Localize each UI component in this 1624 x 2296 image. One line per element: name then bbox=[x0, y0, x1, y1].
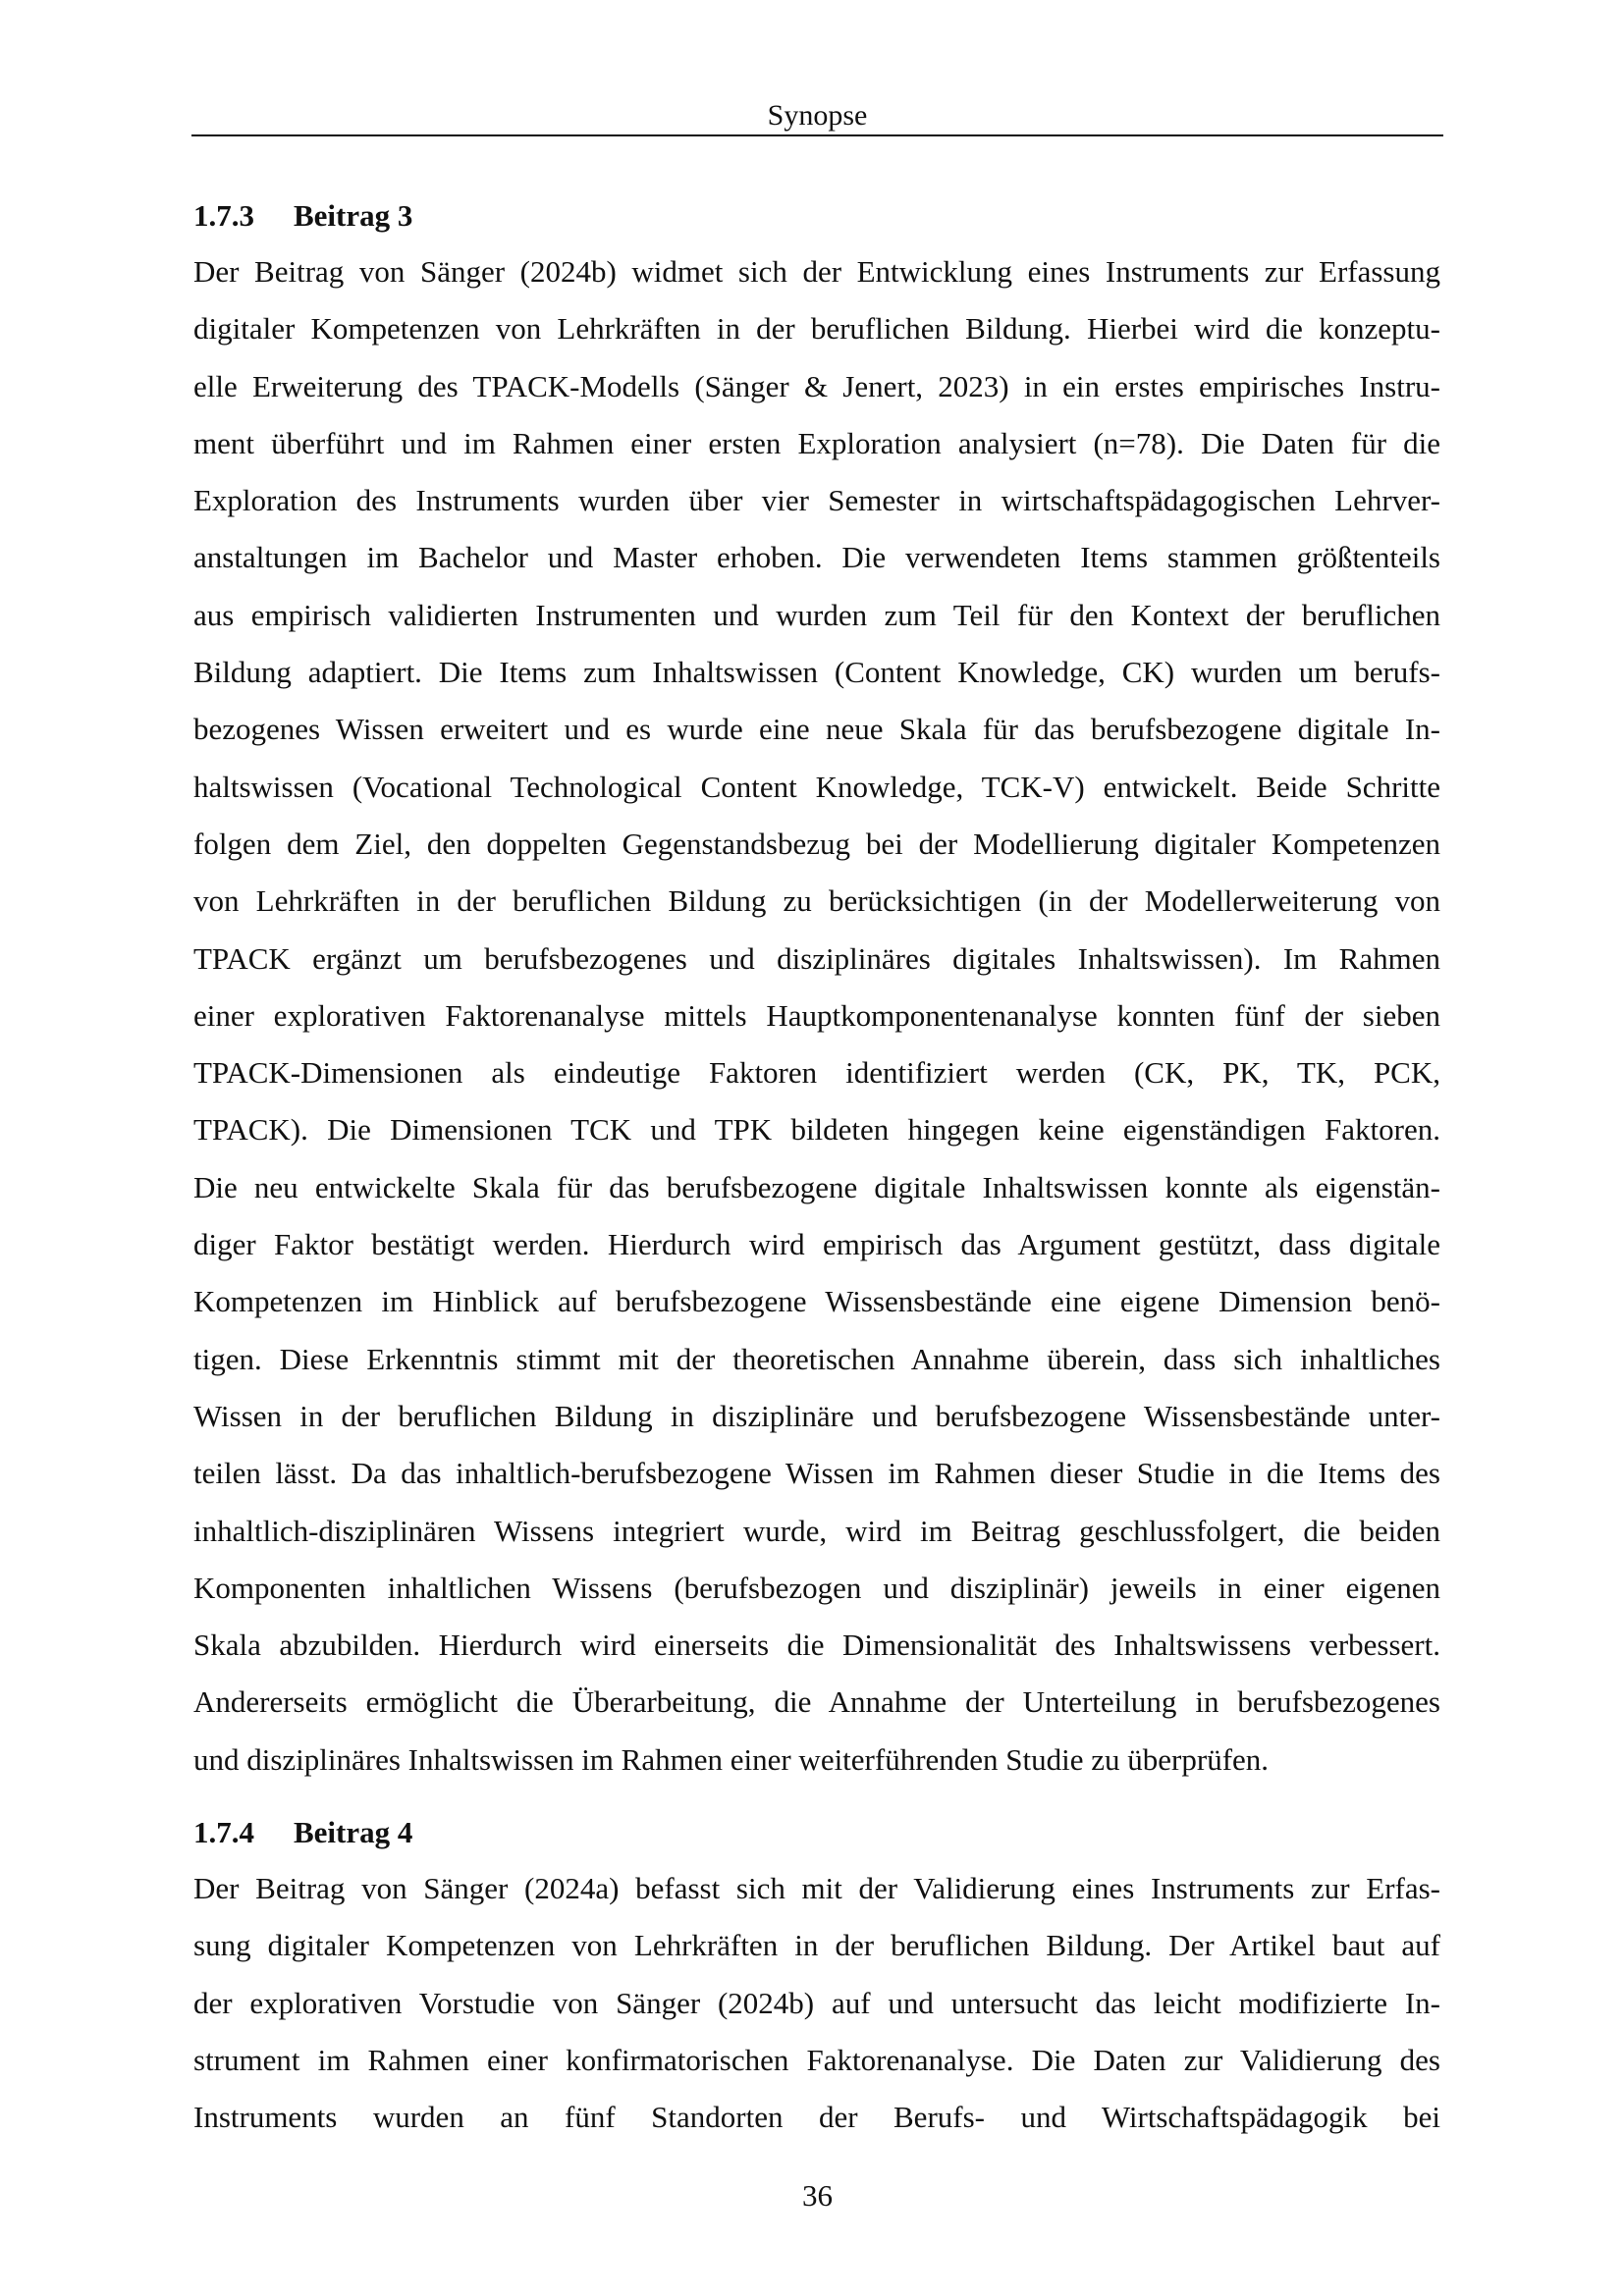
text-line: TPACK). Die Dimensionen TCK und TPK bildeten hingegen keine eigenständigen Faktoren. bbox=[193, 1112, 1440, 1148]
text-line: diger Faktor bestätigt werden. Hierdurch wird empirisch das Argument gestützt, dass digitale bbox=[193, 1227, 1440, 1262]
section-paragraph-beitrag-3 bbox=[193, 243, 1440, 1789]
text-line: Instruments wurden an fünf Standorten der Berufs- und Wirtschaftspädagogik bei bbox=[193, 2100, 1440, 2135]
text-line: Der Beitrag von Sänger (2024b) widmet sich der Entwicklung eines Instruments zur Erfassung bbox=[193, 254, 1440, 289]
text-line: sung digitaler Kompetenzen von Lehrkräften in der beruflichen Bildung. Der Artikel baut auf bbox=[193, 1928, 1440, 1963]
text-line: strument im Rahmen einer konfirmatorischen Faktorenanalyse. Die Daten zur Validierung des bbox=[193, 2042, 1440, 2077]
section-number: 1.7.3 bbox=[193, 198, 254, 233]
text-line: inhaltlich-disziplinären Wissens integriert wurde, wird im Beitrag geschlussfolgert, die beiden bbox=[193, 1513, 1440, 1548]
text-line: von Lehrkräften in der beruflichen Bildung zu berücksichtigen (in der Modellerweiterung von bbox=[193, 883, 1440, 919]
text-line: elle Erweiterung des TPACK-Modells (Sänger & Jenert, 2023) in ein erstes empirisches Instru- bbox=[193, 368, 1440, 403]
text-line: TPACK ergänzt um berufsbezogenes und disziplinäres digitales Inhaltswissen). Im Rahmen bbox=[193, 940, 1440, 976]
text-line: anstaltungen im Bachelor und Master erhoben. Die verwendeten Items stammen größtenteils bbox=[193, 540, 1440, 575]
text-line: Andererseits ermöglicht die Überarbeitung, die Annahme der Unterteilung in berufsbezogenes bbox=[193, 1684, 1440, 1720]
section-heading-1-7-4 bbox=[193, 1805, 1440, 1860]
text-line: TPACK-Dimensionen als eindeutige Faktoren identifiziert werden (CK, PK, TK, PCK, bbox=[193, 1055, 1440, 1091]
text-line: und disziplinäres Inhaltswissen im Rahmen einer weiterführenden Studie zu überprüfen. bbox=[193, 1741, 1270, 1777]
text-line: Komponenten inhaltlichen Wissens (berufsbezogen und disziplinär) jeweils in einer eigenen bbox=[193, 1570, 1440, 1605]
text-line: Die neu entwickelte Skala für das berufsbezogene digitale Inhaltswissen konnte als eigenstän- bbox=[193, 1169, 1440, 1204]
text-line: teilen lässt. Da das inhaltlich-berufsbezogene Wissen im Rahmen dieser Studie in die Items des bbox=[193, 1456, 1440, 1491]
text-line: der explorativen Vorstudie von Sänger (2024b) auf und untersucht das leicht modifizierte In- bbox=[193, 1985, 1440, 2020]
section-title: Beitrag 3 bbox=[294, 198, 413, 233]
section-number: 1.7.4 bbox=[193, 1815, 254, 1850]
section-title: Beitrag 4 bbox=[294, 1815, 413, 1850]
text-line: Wissen in der beruflichen Bildung in disziplinäre und berufsbezogene Wissensbestände unter- bbox=[193, 1398, 1440, 1433]
header-rule bbox=[191, 134, 1443, 136]
text-line: haltswissen (Vocational Technological Content Knowledge, TCK-V) entwickelt. Beide Schritte bbox=[193, 769, 1440, 804]
text-line: Kompetenzen im Hinblick auf berufsbezogene Wissensbestände eine eigene Dimension benö- bbox=[193, 1284, 1440, 1319]
running-head: Synopse bbox=[767, 99, 868, 132]
text-line: bezogenes Wissen erweitert und es wurde eine neue Skala für das berufsbezogene digitale In- bbox=[193, 712, 1440, 747]
text-line: folgen dem Ziel, den doppelten Gegenstandsbezug bei der Modellierung digitaler Kompetenzen bbox=[193, 826, 1440, 861]
page-body bbox=[193, 188, 1440, 2147]
text-line: digitaler Kompetenzen von Lehrkräften in der beruflichen Bildung. Hierbei wird die konzeptu- bbox=[193, 311, 1440, 347]
text-line: Bildung adaptiert. Die Items zum Inhaltswissen (Content Knowledge, CK) wurden um berufs- bbox=[193, 655, 1440, 690]
section-paragraph-beitrag-4 bbox=[193, 1860, 1440, 2146]
section-heading-1-7-3 bbox=[193, 188, 1440, 243]
text-line: Der Beitrag von Sänger (2024a) befasst sich mit der Validierung eines Instruments zur Erfas- bbox=[193, 1871, 1440, 1906]
text-line: ment überführt und im Rahmen einer ersten Exploration analysiert (n=78). Die Daten für die bbox=[193, 425, 1440, 460]
text-line: aus empirisch validierten Instrumenten und wurden zum Teil für den Kontext der beruflichen bbox=[193, 597, 1440, 632]
text-line: tigen. Diese Erkenntnis stimmt mit der theoretischen Annahme überein, dass sich inhaltliches bbox=[193, 1341, 1440, 1376]
text-line: Exploration des Instruments wurden über vier Semester in wirtschaftspädagogischen Lehrver- bbox=[193, 483, 1440, 518]
text-line: Skala abzubilden. Hierdurch wird einerseits die Dimensionalität des Inhaltswissens verbessert. bbox=[193, 1628, 1440, 1663]
text-line: einer explorativen Faktorenanalyse mittels Hauptkomponentenanalyse konnten fünf der sieben bbox=[193, 997, 1440, 1033]
page-number: 36 bbox=[802, 2178, 833, 2213]
